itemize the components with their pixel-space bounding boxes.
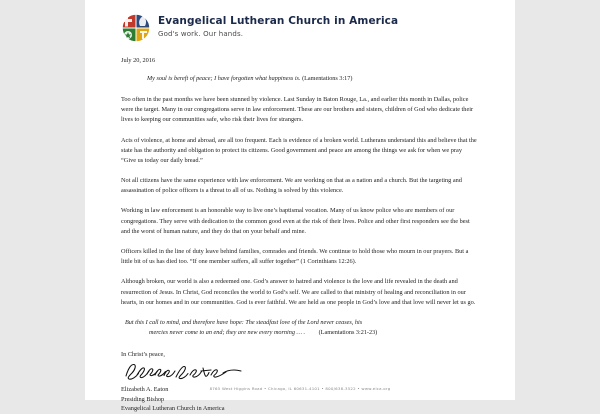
elca-cross-shield-icon — [121, 13, 151, 43]
letter-page — [85, 0, 515, 413]
elizabeth-eaton-handwritten-signature — [123, 360, 477, 382]
letter-paragraph: Not all citizens have the same experience with law enforcement. We are working on that as a nation and a church. But the targeting and assassination of police officers is a threat to all of us. Nothing is solved by this violence. — [121, 177, 462, 195]
letter-paragraph: Although broken, our world is also a redeemed one. God’s answer to hatred and violence is the love and life revealed in the death and resurrection of Jesus. In Christ, God reconciles the world to God’s self. We are called to that ministry of healing and reconciliation in our hearts, in our homes and in our communities. God is ever faithful. We are held as one people in God’s love and that love will never let us go. — [121, 278, 476, 306]
organization-name: Evangelical Lutheran Church in America — [158, 15, 399, 27]
letter-paragraph: Too often in the past months we have been stunned by violence. Last Sunday in Baton Rouge, La., and earlier this month in Dallas, police were the target. Many in our congregations serve in law enforcement. These are our brothers and sisters, children of God who dedicate their lives to keeping our communities safe, who risk their lives for strangers. — [121, 95, 474, 124]
opening-scripture-reference: (Lamentations 3:17) — [302, 75, 353, 82]
letter-date: July 20, 2016 — [121, 57, 156, 64]
organization-tagline: God's work. Our hands. — [158, 29, 244, 38]
closing-scripture-line2: mercies never come to an end; they are new every morning … . — [149, 328, 306, 336]
signer-name: Elizabeth A. Eaton — [121, 386, 169, 394]
opening-scripture — [147, 75, 477, 84]
letterhead — [111, 0, 489, 43]
opening-scripture-text: My soul is bereft of peace; I have forgotten what happiness is. — [147, 75, 301, 82]
closing-scripture — [125, 318, 477, 337]
letter-paragraph: Acts of violence, at home and abroad, are all too frequent. Each is evidence of a broken world. Lutherans understand this and believe that the state has the authority and obligation to protect its citizens. Good government and peace are among the things we ask for when we pray “Give us today our daily bread.” — [121, 136, 477, 164]
closing-scripture-reference: (Lamentations 3:21-23) — [318, 328, 378, 336]
letter-paragraph: Working in law enforcement is an honorable way to live one’s baptismal vocation. Many of us know police who are members of our congregations. They serve with dedication to the common good even at the risk of their lives. Police and other first responders see the best and the worst of human nature, and they do that on your behalf and mine. — [121, 207, 470, 235]
closing-salutation: In Christ’s peace, — [121, 351, 165, 359]
brand-text — [158, 12, 398, 38]
closing-scripture-line1: But this I call to mind, and therefore have hope: The steadfast love of the Lord never ceases, his — [125, 318, 363, 326]
closing-scripture-line2-wrap — [149, 328, 477, 338]
footer-address: 8765 West Higgins Road • Chicago, IL 60631-4101 • 800/638-3522 • www.elca.org — [209, 386, 391, 391]
signature-block — [111, 351, 489, 413]
signer-organization: Evangelical Lutheran Church in America — [121, 405, 225, 413]
letter-body — [111, 57, 489, 337]
signer-title: Presiding Bishop — [121, 395, 165, 403]
letter-paragraph: Officers killed in the line of duty leave behind families, comrades and friends. We continue to hold those who mourn in our prayers. But a little bit of us has died too. “If one member suffers, all suffer together” (1 Corinthians 12:26). — [121, 248, 469, 266]
